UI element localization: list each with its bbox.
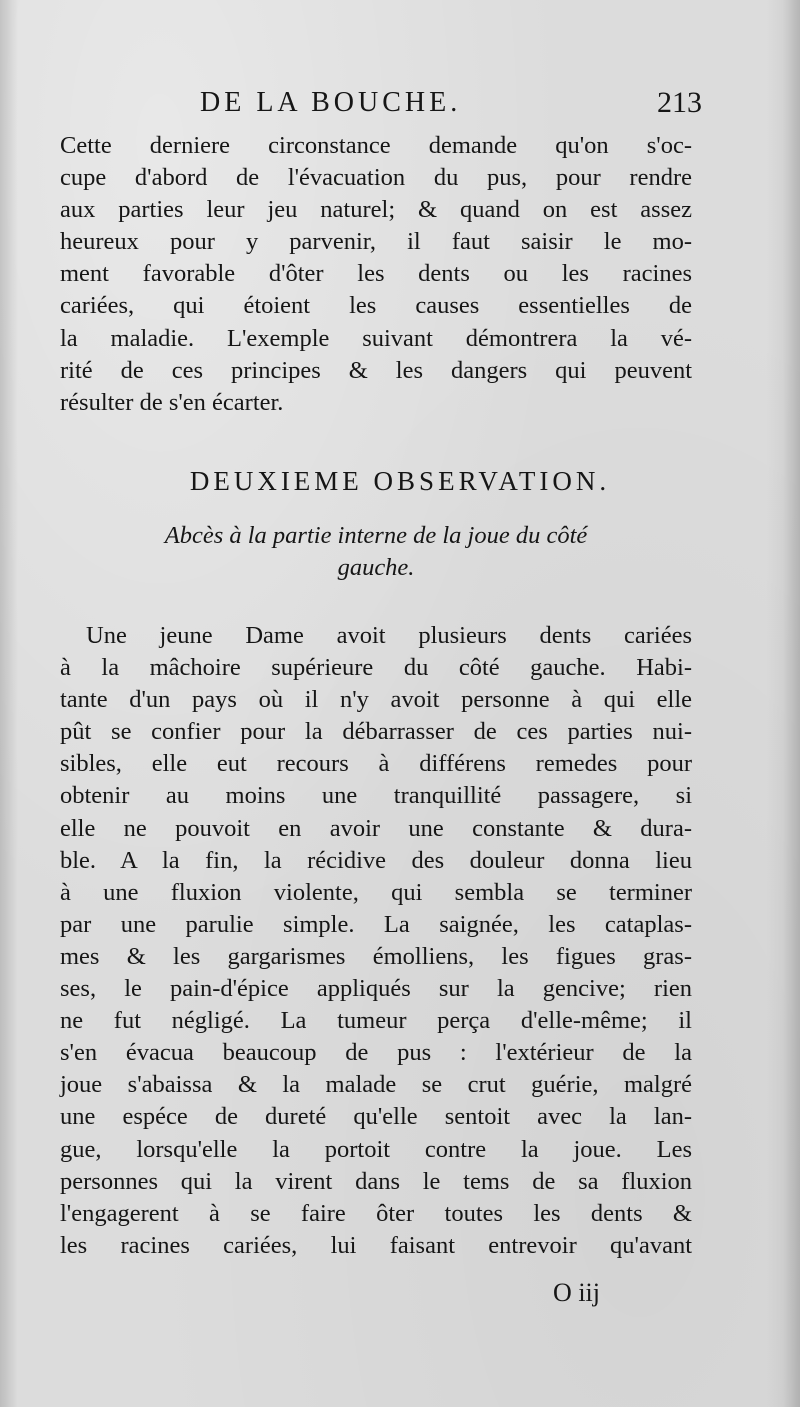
page-gutter-shadow [0, 0, 18, 1407]
paragraph-line: obtenir au moins une tranquillité passagere, si [60, 782, 692, 810]
paragraph-line: les racines cariées, lui faisant entrevoir qu'avant [60, 1231, 692, 1259]
paragraph-line: sibles, elle eut recours à différens remedes pour [60, 750, 692, 778]
paragraph-line: gue, lorsqu'elle la portoit contre la joue. Les [60, 1135, 692, 1163]
section-title: DEUXIEME OBSERVATION. [189, 466, 611, 496]
paragraph-line: par une parulie simple. La saignée, les cataplas- [60, 910, 692, 938]
paragraph-line: ment favorable d'ôter les dents ou les racines [60, 260, 692, 288]
page-edge-shadow [766, 0, 800, 1407]
paragraph-line: l'engagerent à se faire ôter toutes les dents & [60, 1199, 692, 1227]
paragraph-line: mes & les gargarismes émolliens, les figues gras- [60, 942, 692, 970]
paragraph-line: rité de ces principes & les dangers qui peuvent [60, 356, 692, 384]
paragraph-line: heureux pour y parvenir, il faut saisir le mo- [60, 228, 692, 256]
paragraph-line: Cette derniere circonstance demande qu'on s'oc- [60, 132, 692, 159]
subtitle-line: gauche. [337, 554, 415, 582]
paragraph-line: ble. A la fin, la récidive des douleur donna lieu [60, 846, 692, 874]
paragraph-line: cupe d'abord de l'évacuation du pus, pour rendre [60, 164, 692, 192]
subtitle-line: Abcès à la partie interne de la joue du côté [164, 522, 588, 549]
paragraph-line: la maladie. L'exemple suivant démontrera la vé- [60, 324, 692, 352]
paragraph-line: ses, le pain-d'épice appliqués sur la gencive; rien [60, 975, 692, 1003]
paragraph-line: ne fut négligé. La tumeur perça d'elle-même; il [60, 1007, 692, 1035]
paragraph-line: pût se confier pour la débarrasser de ces parties nui- [60, 718, 692, 746]
paragraph-line: à une fluxion violente, qui sembla se terminer [60, 878, 692, 906]
signature-mark: O iij [553, 1278, 600, 1307]
running-title: DE LA BOUCHE. [200, 87, 462, 118]
paragraph-line: s'en évacua beaucoup de pus : l'extérieur de la [60, 1039, 692, 1067]
paragraph-line: Une jeune Dame avoit plusieurs dents cariées [86, 622, 692, 649]
paragraph-line: tante d'un pays où il n'y avoit personne à qui elle [60, 686, 692, 714]
paragraph-line: personnes qui la virent dans le tems de sa fluxion [60, 1167, 692, 1195]
section-subtitle [60, 520, 692, 584]
continued-paragraph [60, 130, 692, 419]
running-head [60, 82, 702, 124]
observation-paragraph [60, 620, 692, 1262]
page-number: 213 [657, 86, 702, 119]
paragraph-line: à la mâchoire supérieure du côté gauche. Habi- [60, 654, 692, 682]
paragraph-line: aux parties leur jeu naturel; & quand on est assez [60, 196, 692, 224]
paragraph-line: résulter de s'en écarter. [60, 388, 284, 416]
paragraph-line: joue s'abaissa & la malade se crut guérie, malgré [60, 1071, 692, 1099]
paragraph-line: cariées, qui étoient les causes essentielles de [60, 292, 692, 320]
paragraph-line: une espéce de dureté qu'elle sentoit avec la lan- [60, 1103, 692, 1131]
paragraph-line: elle ne pouvoit en avoir une constante & dura- [60, 814, 692, 842]
